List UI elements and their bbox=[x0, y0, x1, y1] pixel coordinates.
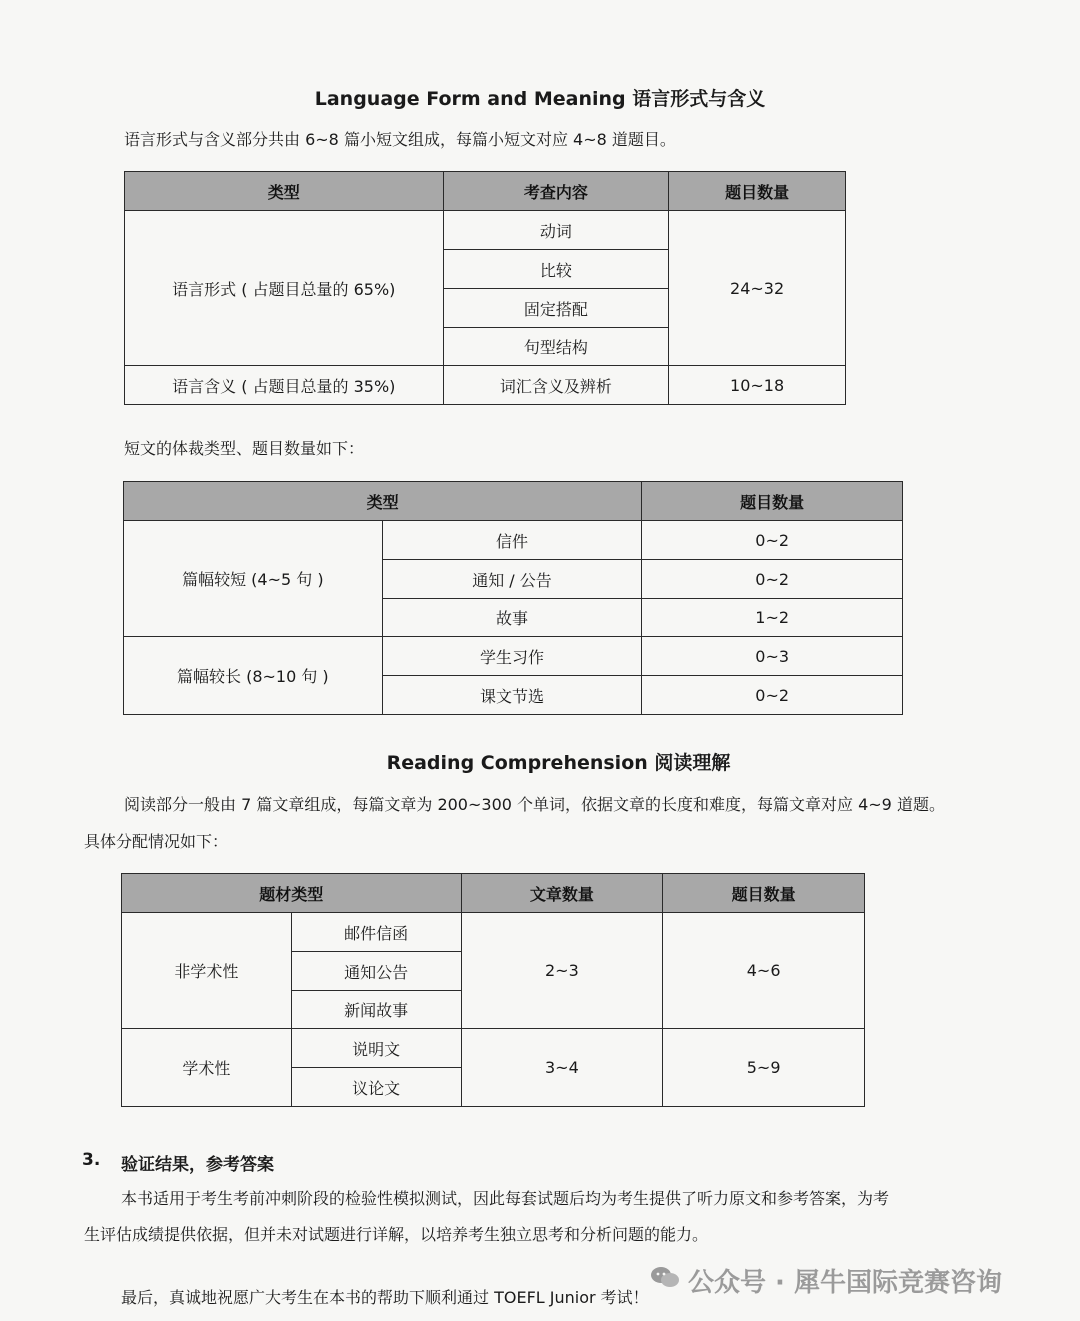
table-cell: 通知 / 公告 bbox=[382, 560, 642, 599]
table-cell: 新闻故事 bbox=[291, 991, 461, 1029]
table-cell-count: 4~6 bbox=[663, 913, 865, 1029]
table-cell-count: 2~3 bbox=[461, 913, 663, 1029]
table-cell-category: 篇幅较长 (8~10 句 ) bbox=[124, 637, 383, 715]
table-cell: 词汇含义及辨析 bbox=[443, 366, 669, 405]
table-cell: 固定搭配 bbox=[443, 289, 669, 328]
section-number: 3. bbox=[82, 1150, 101, 1170]
table-cell-count: 0~2 bbox=[642, 560, 903, 599]
table-cell-count: 10~18 bbox=[669, 366, 846, 405]
table-cell: 句型结构 bbox=[443, 328, 669, 366]
table-cell-category: 非学术性 bbox=[122, 913, 292, 1029]
table-cell-count: 0~2 bbox=[642, 521, 903, 560]
section-intro-reading-2: 具体分配情况如下： bbox=[84, 832, 229, 851]
table-cell-count: 3~4 bbox=[461, 1029, 663, 1107]
results-paragraph-line2: 生评估成绩提供依据，但并未对试题进行详解，以培养考生独立思考和分析问题的能力。 bbox=[84, 1225, 709, 1244]
table-cell: 通知公告 bbox=[291, 952, 461, 991]
section-title-results: 验证结果，参考答案 bbox=[121, 1155, 274, 1175]
table-header: 考查内容 bbox=[443, 172, 669, 211]
wechat-icon bbox=[650, 1266, 680, 1288]
table-language-form bbox=[124, 171, 846, 405]
table-cell: 比较 bbox=[443, 250, 669, 289]
table-header: 题材类型 bbox=[122, 874, 462, 913]
table-header: 题目数量 bbox=[669, 172, 846, 211]
table-cell: 学生习作 bbox=[382, 637, 642, 676]
section-intro-language-form: 语言形式与含义部分共由 6~8 篇小短文组成，每篇小短文对应 4~8 道题目。 bbox=[124, 130, 676, 149]
table-cell-category: 语言含义 ( 占题目总量的 35%) bbox=[125, 366, 444, 405]
results-paragraph-line1: 本书适用于考生考前冲刺阶段的检验性模拟测试，因此每套试题后均为考生提供了听力原文和参考答案，为考 bbox=[121, 1189, 890, 1208]
section-intro-genres: 短文的体裁类型、题目数量如下： bbox=[124, 439, 365, 458]
table-cell: 议论文 bbox=[291, 1068, 461, 1107]
table-header: 文章数量 bbox=[461, 874, 663, 913]
table-cell: 动词 bbox=[443, 211, 669, 250]
table-reading bbox=[121, 873, 865, 1107]
section-title-language-form: Language Form and Meaning 语言形式与含义 bbox=[314, 88, 766, 110]
table-cell-category: 篇幅较短 (4~5 句 ) bbox=[124, 521, 383, 637]
table-cell-count: 0~2 bbox=[642, 676, 903, 715]
table-cell-count: 24~32 bbox=[669, 211, 846, 366]
table-cell-count: 1~2 bbox=[642, 599, 903, 637]
table-header: 类型 bbox=[125, 172, 444, 211]
table-cell-category: 学术性 bbox=[122, 1029, 292, 1107]
table-cell-count: 5~9 bbox=[663, 1029, 865, 1107]
table-genres bbox=[123, 481, 903, 715]
table-header: 类型 bbox=[124, 482, 642, 521]
table-header: 题目数量 bbox=[642, 482, 903, 521]
table-cell-category: 语言形式 ( 占题目总量的 65%) bbox=[125, 211, 444, 366]
table-header: 题目数量 bbox=[663, 874, 865, 913]
table-cell: 邮件信函 bbox=[291, 913, 461, 952]
closing-line: 最后，真诚地祝愿广大考生在本书的帮助下顺利通过 TOEFL Junior 考试！ bbox=[121, 1288, 649, 1307]
table-cell: 故事 bbox=[382, 599, 642, 637]
table-cell: 信件 bbox=[382, 521, 642, 560]
section-intro-reading: 阅读部分一般由 7 篇文章组成，每篇文章为 200~300 个单词，依据文章的长度和难度，每篇文章对应 4~9 道题。 bbox=[124, 795, 945, 814]
table-cell: 课文节选 bbox=[382, 676, 642, 715]
table-cell: 说明文 bbox=[291, 1029, 461, 1068]
table-cell-count: 0~3 bbox=[642, 637, 903, 676]
watermark-text: 公众号 · 犀牛国际竞赛咨询 bbox=[688, 1268, 1002, 1298]
section-title-reading: Reading Comprehension 阅读理解 bbox=[386, 752, 731, 774]
